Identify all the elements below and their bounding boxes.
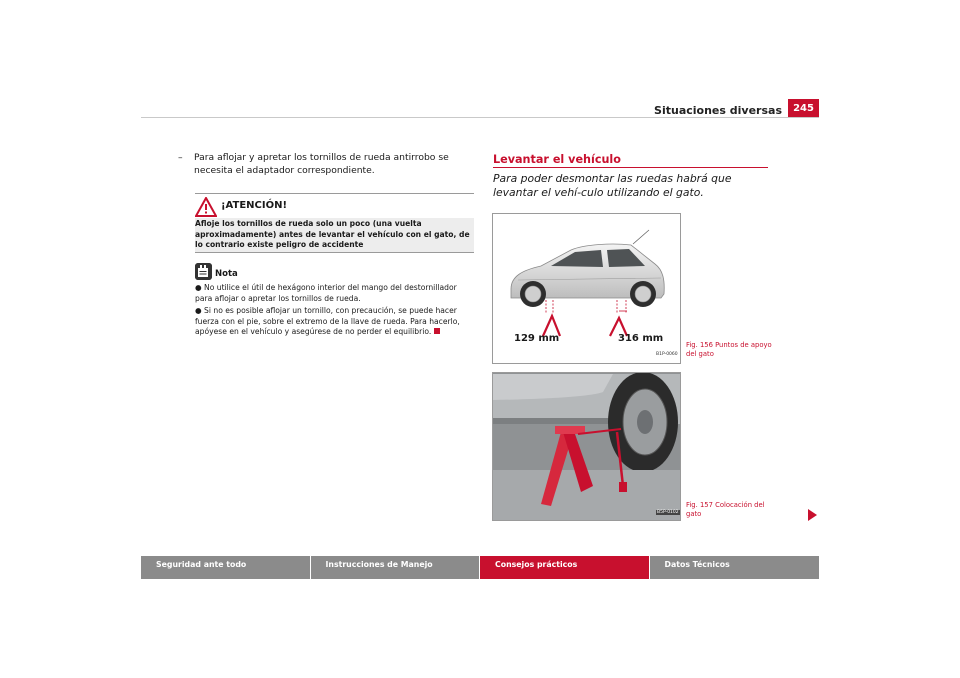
tab-seguridad[interactable]: Seguridad ante todo — [141, 556, 311, 579]
left-column — [178, 151, 474, 177]
section-intro: Para poder desmontar las ruedas habrá que levantar el vehí-culo utilizando el gato. — [493, 172, 732, 199]
note-icon — [195, 263, 212, 280]
end-of-section-mark — [434, 328, 440, 334]
note-item: ● No utilice el útil de hexágono interior del mango del destornillador para aflojar o apretar los tornillos de rueda. — [195, 283, 457, 303]
measure-rear-label: 316 mm — [618, 333, 664, 344]
note-title: Nota — [215, 269, 238, 279]
note-item-text: Si no es posible aflojar un tornillo, con precaución, se puede hacer fuerza con el pie, sobre el extremo de la llave de rueda. Para hacerlo, apóyese en el vehículo y asegúrese de no perder el equilibrio. — [195, 306, 460, 337]
note-item-text: No utilice el útil de hexágono interior del mango del destornillador para aflojar o apretar los tornillos de rueda. — [195, 283, 457, 303]
warning-title: ¡ATENCIÓN! — [221, 200, 288, 211]
note-list — [195, 283, 475, 340]
figure-code: B5P-0102 — [657, 510, 679, 515]
tab-instrucciones[interactable]: Instrucciones de Manejo — [311, 556, 481, 579]
figure-code: B1P-0060 — [656, 352, 678, 357]
warning-box — [195, 193, 474, 253]
measure-front-label: 129 mm — [514, 333, 560, 344]
header-rule — [141, 117, 819, 118]
section-rule — [493, 167, 768, 168]
tab-datos-tecnicos[interactable]: Datos Técnicos — [650, 556, 820, 579]
jack-placement-illustration — [493, 373, 680, 521]
figure-jack-placement — [492, 372, 681, 521]
warning-text: Afloje los tornillos de rueda solo un poco (una vuelta aproximadamente) antes de levantar el vehículo con el gato, de lo contrario existe peligro de accidente — [195, 219, 470, 249]
page-number: 245 — [788, 99, 819, 118]
footer-nav — [141, 556, 819, 579]
figure-caption: Fig. 157 Colocación del gato — [686, 501, 765, 518]
tab-consejos[interactable]: Consejos prácticos — [480, 556, 650, 579]
instruction-step — [178, 151, 474, 177]
warning-triangle-icon — [195, 197, 217, 217]
figure-caption: Fig. 156 Puntos de apoyo del gato — [686, 341, 772, 358]
dash-bullet: – — [178, 152, 183, 163]
continue-arrow-icon[interactable] — [808, 509, 817, 521]
section-title: Levantar el vehículo — [493, 153, 621, 166]
note-item: ● Si no es posible aflojar un tornillo, con precaución, se puede hacer fuerza con el pie, sobre el extremo de la llave de rueda. Para hacerlo, apóyese en el vehículo y asegúrese de no perder el equilibrio. — [195, 306, 460, 337]
running-header: Situaciones diversas — [654, 104, 782, 117]
instruction-text: Para aflojar y apretar los tornillos de rueda antirrobo se necesita el adaptador correspondiente. — [194, 152, 449, 176]
